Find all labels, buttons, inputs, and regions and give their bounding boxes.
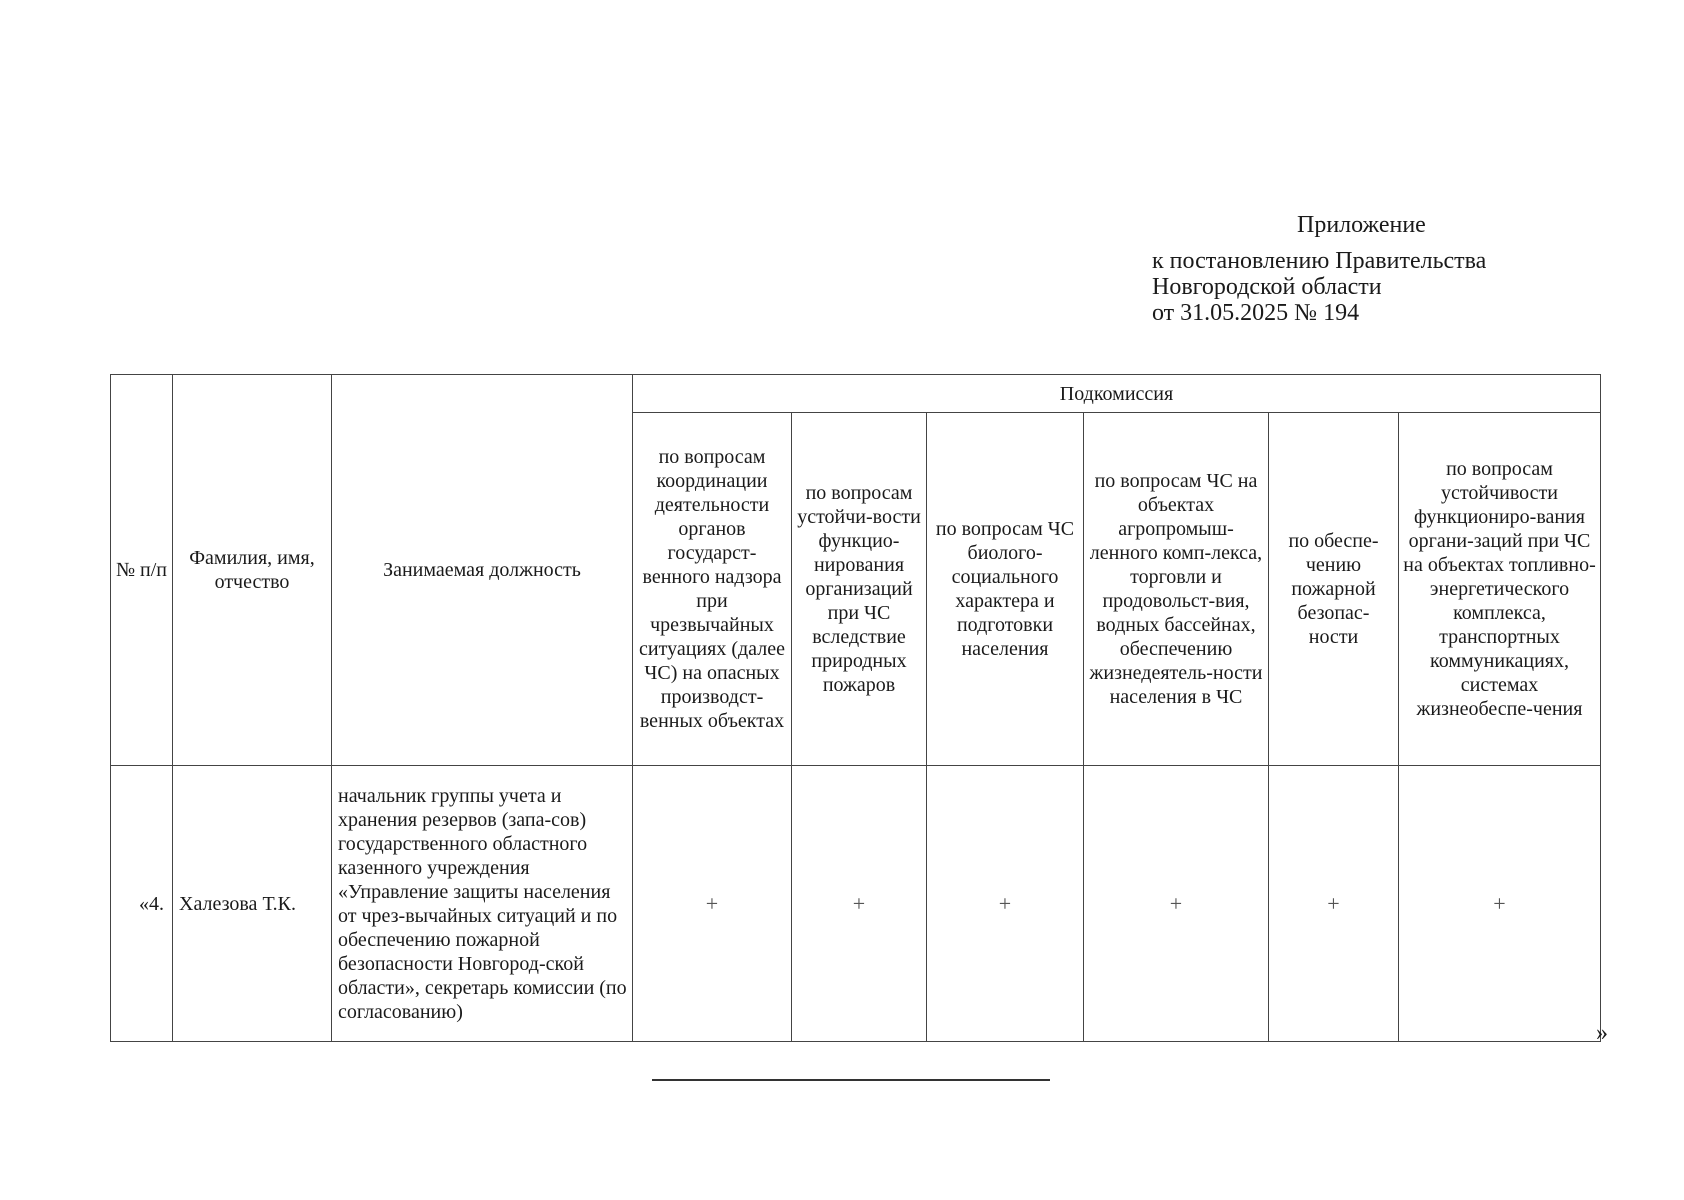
appendix-date-line: от 31.05.2025 № 194	[1152, 300, 1360, 326]
header-position: Занимаемая должность	[332, 375, 633, 766]
row-position: начальник группы учета и хранения резервов (запа-сов) государственного областного казенного учреждения «Управление защиты населения от чрез-вычайных ситуаций и по обеспечению пожарной безопасности Новгород-ской области», секретарь комиссии (по согласованию)	[332, 766, 633, 1042]
end-separator-line	[652, 1079, 1050, 1081]
members-table	[110, 374, 1601, 1042]
subcommission-5: по обеспе-чению пожарной безопас-ности	[1269, 413, 1399, 766]
subcommission-4: по вопросам ЧС на объектах агропромыш-ленного комп-лекса, торговли и продовольст-вия, водных бассейнах, обеспечению жизнедеятель-ности населения в ЧС	[1084, 413, 1269, 766]
row-mark-2: +	[792, 766, 927, 1042]
table-header-row	[111, 375, 1601, 413]
table-row	[111, 766, 1601, 1042]
row-mark-3: +	[927, 766, 1084, 1042]
appendix-title: Приложение	[1297, 212, 1426, 238]
row-mark-1: +	[633, 766, 792, 1042]
appendix-resolution-line: к постановлению Правительства	[1152, 248, 1487, 274]
row-mark-4: +	[1084, 766, 1269, 1042]
subcommission-1: по вопросам координации деятельности органов государст-венного надзора при чрезвычайных ситуациях (далее ЧС) на опасных производст-венных объектах	[633, 413, 792, 766]
subcommission-2: по вопросам устойчи-вости функцио-нирования организаций при ЧС вследствие природных пожаров	[792, 413, 927, 766]
row-mark-5: +	[1269, 766, 1399, 1042]
row-number: «4.	[111, 766, 173, 1042]
header-subcommission: Подкомиссия	[633, 375, 1601, 413]
appendix-region-line: Новгородской области	[1152, 274, 1382, 300]
header-number: № п/п	[111, 375, 173, 766]
row-name: Халезова Т.К.	[173, 766, 332, 1042]
closing-quote: »	[1596, 1020, 1608, 1046]
subcommission-3: по вопросам ЧС биолого-социального характера и подготовки населения	[927, 413, 1084, 766]
header-name: Фамилия, имя, отчество	[173, 375, 332, 766]
subcommission-6: по вопросам устойчивости функциониро-вания органи-заций при ЧС на объектах топливно-энергетического комплекса, транспортных коммуникациях, системах жизнеобеспе-чения	[1399, 413, 1601, 766]
row-mark-6: +	[1399, 766, 1601, 1042]
